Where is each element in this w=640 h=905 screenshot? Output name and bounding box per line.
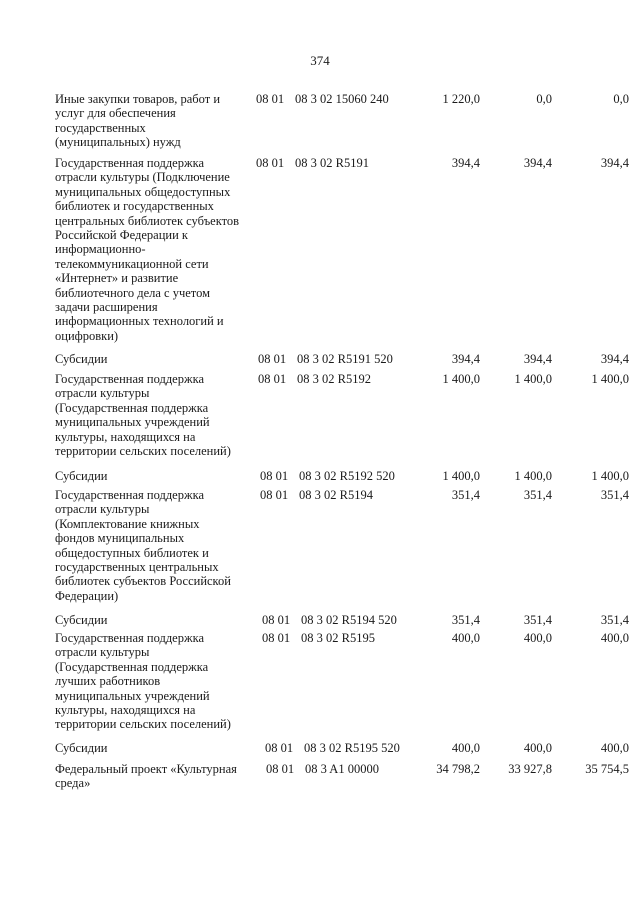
target-code: 08 3 02 R5195 520 [304, 741, 400, 755]
target-code: 08 3 02 R5191 520 [297, 352, 393, 366]
value-year-2: 400,0 [523, 631, 552, 645]
description-line: библиотек субъектов Российской [55, 574, 231, 589]
target-code: 08 3 02 R5192 [297, 372, 371, 386]
description-line: отрасли культуры [55, 645, 150, 660]
value-year-2: 394,4 [523, 156, 552, 170]
description-line: среда» [55, 776, 91, 791]
value-year-1: 400,0 [451, 741, 480, 755]
description-line: оцифровки) [55, 328, 119, 343]
value-year-1: 1 400,0 [442, 469, 480, 483]
description-line: центральных библиотек субъектов [55, 213, 240, 228]
value-year-3: 0,0 [613, 92, 629, 106]
target-code: 08 3 02 R5195 [301, 631, 375, 645]
description-line: (муниципальных) нужд [55, 135, 181, 150]
value-year-1: 1 220,0 [442, 92, 480, 106]
description-line: Субсидии [55, 741, 108, 755]
description-line: Иные закупки товаров, работ и [55, 92, 221, 106]
value-year-3: 1 400,0 [591, 372, 629, 386]
description-line: муниципальных общедоступных [55, 184, 231, 199]
description-line: Российской Федерации к [55, 228, 188, 243]
description-line: информационных технологий и [55, 314, 224, 329]
description-line: Субсидии [55, 352, 108, 366]
row-description [55, 488, 255, 603]
description-line: культуры, находящихся на [55, 429, 196, 444]
target-code: 08 3 02 R5191 [295, 156, 369, 170]
section-code: 08 01 [256, 156, 285, 170]
value-year-1: 400,0 [451, 631, 480, 645]
description-line: территории сельских поселений) [55, 717, 231, 732]
value-year-1: 351,4 [451, 613, 480, 627]
row-description [55, 469, 255, 483]
section-code: 08 01 [258, 352, 287, 366]
section-code: 08 01 [262, 613, 291, 627]
description-line: культуры, находящихся на [55, 703, 196, 718]
value-year-3: 351,4 [600, 488, 629, 502]
description-line: Федеральный проект «Культурная [55, 762, 237, 776]
section-code: 08 01 [266, 762, 295, 776]
value-year-2: 33 927,8 [508, 762, 552, 776]
description-line: задачи расширения [55, 300, 158, 315]
section-code: 08 01 [265, 741, 294, 755]
description-line: фондов муниципальных [55, 531, 185, 546]
row-description [55, 762, 255, 791]
description-line: услуг для обеспечения [55, 106, 176, 121]
value-year-3: 1 400,0 [591, 469, 629, 483]
target-code: 08 3 02 R5194 520 [301, 613, 397, 627]
target-code: 08 3 02 R5194 [299, 488, 373, 502]
target-code: 08 3 02 15060 240 [295, 92, 389, 106]
value-year-1: 394,4 [451, 156, 480, 170]
row-description [55, 613, 255, 627]
description-line: Государственная поддержка [55, 372, 205, 386]
value-year-3: 351,4 [600, 613, 629, 627]
description-line: отрасли культуры [55, 386, 150, 401]
description-line: государственных центральных [55, 560, 219, 575]
value-year-2: 0,0 [536, 92, 552, 106]
value-year-2: 1 400,0 [514, 372, 552, 386]
description-line: отрасли культуры (Подключение [55, 170, 230, 185]
value-year-2: 351,4 [523, 488, 552, 502]
value-year-3: 400,0 [600, 631, 629, 645]
description-line: (Комплектование книжных [55, 516, 200, 531]
description-line: телекоммуникационной сети [55, 256, 209, 271]
value-year-1: 351,4 [451, 488, 480, 502]
description-line: лучших работников [55, 674, 161, 689]
description-line: Государственная поддержка [55, 156, 205, 170]
value-year-3: 35 754,5 [585, 762, 629, 776]
value-year-3: 394,4 [600, 352, 629, 366]
description-line: Субсидии [55, 469, 108, 483]
page-number: 374 [310, 53, 330, 68]
description-line: Федерации) [55, 588, 119, 603]
description-line: государственных [55, 120, 146, 135]
description-line: отрасли культуры [55, 502, 150, 517]
row-description [55, 92, 255, 150]
section-code: 08 01 [262, 631, 291, 645]
description-line: муниципальных учреждений [55, 415, 210, 430]
value-year-1: 34 798,2 [436, 762, 480, 776]
description-line: (Государственная поддержка [55, 659, 209, 674]
description-line: (Государственная поддержка [55, 400, 209, 415]
value-year-3: 400,0 [600, 741, 629, 755]
target-code: 08 3 A1 00000 [305, 762, 379, 776]
section-code: 08 01 [258, 372, 287, 386]
row-description [55, 741, 255, 755]
value-year-2: 394,4 [523, 352, 552, 366]
section-code: 08 01 [256, 92, 285, 106]
value-year-3: 394,4 [600, 156, 629, 170]
description-line: территории сельских поселений) [55, 444, 231, 459]
description-line: Государственная поддержка [55, 488, 205, 502]
description-line: «Интернет» и развитие [55, 271, 179, 286]
section-code: 08 01 [260, 469, 289, 483]
description-line: информационно- [55, 242, 146, 257]
value-year-2: 351,4 [523, 613, 552, 627]
description-line: Субсидии [55, 613, 108, 627]
target-code: 08 3 02 R5192 520 [299, 469, 395, 483]
description-line: Государственная поддержка [55, 631, 205, 645]
description-line: муниципальных учреждений [55, 688, 210, 703]
value-year-1: 394,4 [451, 352, 480, 366]
row-description [55, 372, 255, 458]
value-year-2: 1 400,0 [514, 469, 552, 483]
description-line: библиотечного дела с учетом [55, 285, 211, 300]
section-code: 08 01 [260, 488, 289, 502]
value-year-2: 400,0 [523, 741, 552, 755]
row-description [55, 631, 255, 732]
row-description [55, 156, 255, 343]
row-description [55, 352, 255, 366]
value-year-1: 1 400,0 [442, 372, 480, 386]
description-line: библиотек и государственных [55, 199, 214, 214]
description-line: общедоступных библиотек и [55, 545, 209, 560]
